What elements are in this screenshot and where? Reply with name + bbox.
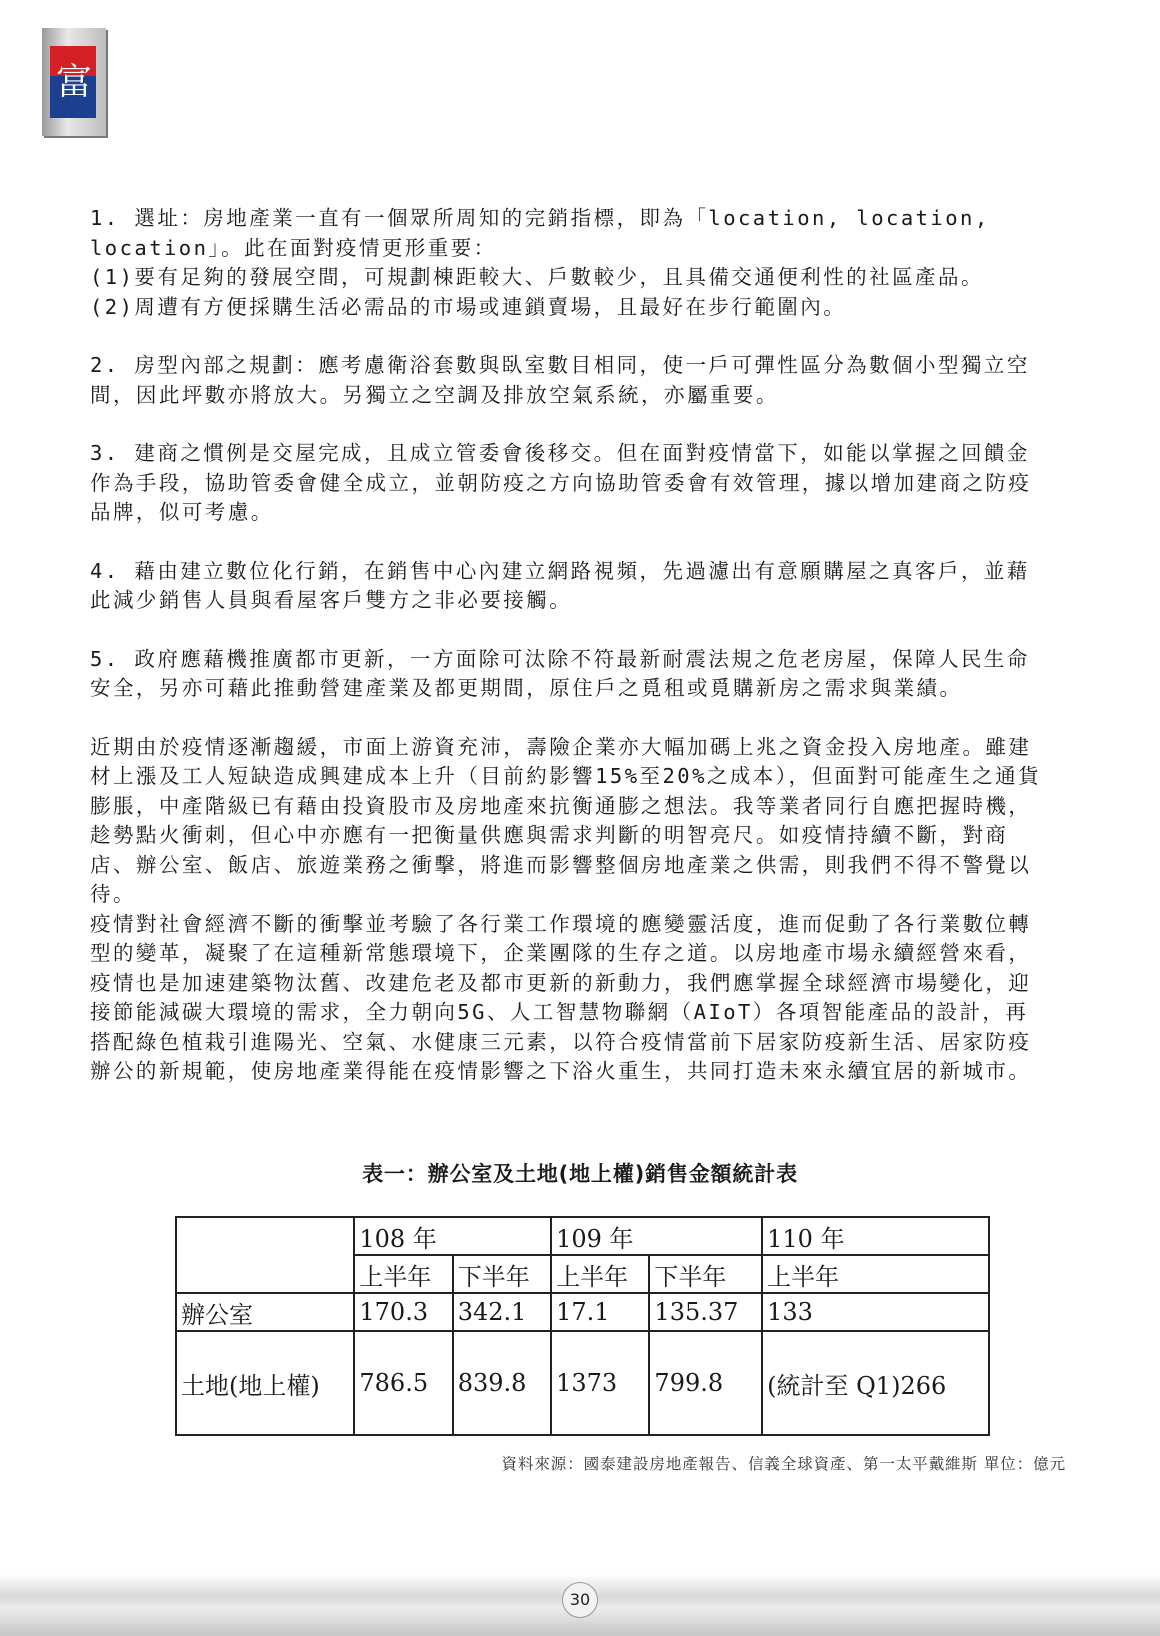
- paragraph-line: 品牌，似可考慮。: [90, 500, 274, 524]
- paragraph-line: 疫情也是加速建築物汰舊、改建危老及都市更新的新動力，我們應掌握全球經濟市場變化，迎: [90, 970, 1032, 995]
- table-half-header: 下半年: [453, 1255, 551, 1293]
- table-half-header: 上半年: [354, 1255, 452, 1293]
- table-row: [176, 1293, 989, 1331]
- table-year-header: 110 年: [762, 1217, 989, 1255]
- table-cell: 839.8: [453, 1331, 551, 1435]
- table-cell: 135.37: [649, 1293, 762, 1331]
- paragraph-line: 辦公的新規範，使房地產業得能在疫情影響之下浴火重生，共同打造未來永續宜居的新城市。: [90, 1059, 1032, 1083]
- paragraph-line: 店、辦公室、飯店、旅遊業務之衝擊，將進而影響整個房地產業之供需，則我們不得不警覺以: [90, 852, 1032, 877]
- paragraph-line: 型的變革，凝聚了在這種新常態環境下，企業團隊的生存之道。以房地產市場永續經營來看，: [90, 941, 1032, 965]
- table-cell: (統計至 Q1)266: [762, 1331, 989, 1435]
- table-row-label: 辦公室: [176, 1293, 354, 1331]
- table-year-header: 108 年: [354, 1217, 551, 1255]
- paragraph-gap: [90, 322, 1078, 351]
- table-cell: 1373: [551, 1331, 649, 1435]
- paragraph-line: 1. 選址：房地產業一直有一個眾所周知的完銷指標，即為「location, location,: [90, 206, 990, 230]
- paragraph-line: (1)要有足夠的發展空間，可規劃棟距較大、戶數較少，且具備交通便利性的社區產品。: [90, 265, 984, 289]
- paragraph-line: 間，因此坪數亦將放大。另獨立之空調及排放空氣系統，亦屬重要。: [90, 382, 779, 407]
- paragraph-line: 接節能減碳大環境的需求，全力朝向5G、人工智慧物聯網（AIoT）各項智能產品的設計，再: [90, 1000, 1029, 1024]
- paragraph-line: 材上漲及工人短缺造成興建成本上升（目前約影響15%至20%之成本），但面對可能產生之通貨: [90, 764, 1042, 788]
- paragraph-line: 待。: [90, 882, 136, 906]
- company-logo: [42, 28, 106, 136]
- paragraph-gap: [90, 528, 1078, 557]
- table-row-label: 土地(地上權): [176, 1331, 354, 1435]
- page-number: 30: [562, 1582, 598, 1618]
- paragraph-gap: [90, 616, 1078, 645]
- paragraph-line: 作為手段，協助管委會健全成立，並朝防疫之方向協助管委會有效管理，據以增加建商之防疫: [90, 470, 1032, 495]
- paragraph-line: 2. 房型內部之規劃：應考慮衛浴套數與臥室數目相同，使一戶可彈性區分為數個小型獨立空: [90, 353, 1030, 377]
- table-half-header: 上半年: [762, 1255, 989, 1293]
- paragraph-line: 4. 藉由建立數位化行銷，在銷售中心內建立網路視頻，先過濾出有意願購屋之真客戶，並藉: [90, 558, 1030, 583]
- table-cell: 342.1: [453, 1293, 551, 1331]
- table-cell: 170.3: [354, 1293, 452, 1331]
- paragraph-line: location」。此在面對疫情更形重要：: [90, 235, 497, 260]
- table-cell: 786.5: [354, 1331, 452, 1435]
- table-year-header: 109 年: [551, 1217, 762, 1255]
- sales-table: [175, 1216, 990, 1436]
- paragraph-line: 膨脹，中產階級已有藉由投資股市及房地產來抗衡通膨之想法。我等業者同行自應把握時機，: [90, 793, 1032, 818]
- logo-glyph: 富: [56, 62, 93, 103]
- paragraph-line: 3. 建商之慣例是交屋完成，且成立管委會後移交。但在面對疫情當下，如能以掌握之回饋金: [90, 441, 1030, 465]
- logo-emblem: [50, 46, 96, 118]
- paragraph-line: 搭配綠色植栽引進陽光、空氣、水健康三元素，以符合疫情當前下居家防疫新生活、居家防疫: [90, 1029, 1032, 1054]
- table-cell: 133: [762, 1293, 989, 1331]
- table-cell: 17.1: [551, 1293, 649, 1331]
- table-corner-cell: [176, 1217, 354, 1293]
- paragraph-line: 近期由於疫情逐漸趨緩，市面上游資充沛，壽險企業亦大幅加碼上兆之資金投入房地產。雖建: [90, 734, 1032, 759]
- table-cell: 799.8: [649, 1331, 762, 1435]
- table-half-header: 下半年: [649, 1255, 762, 1293]
- paragraph-line: (2)周遭有方便採購生活必需品的市場或連鎖賣場，且最好在步行範圍內。: [90, 294, 847, 319]
- paragraph-line: 此減少銷售人員與看屋客戶雙方之非必要接觸。: [90, 588, 573, 612]
- paragraph-line: 安全，另亦可藉此推動營建產業及都更期間，原住戶之覓租或覓購新房之需求與業績。: [90, 676, 963, 700]
- table-header-row: [176, 1217, 989, 1255]
- paragraph-line: 趁勢點火衝刺，但心中亦應有一把衡量供應與需求判斷的明智亮尺。如疫情持續不斷，對商: [90, 823, 1009, 847]
- table-source-note: 資料來源：國泰建設房地產報告、信義全球資產、第一太平戴維斯 單位：億元: [501, 1455, 1066, 1473]
- table-half-header: 上半年: [551, 1255, 649, 1293]
- paragraph-line: 疫情對社會經濟不斷的衝擊並考驗了各行業工作環境的應變靈活度，進而促動了各行業數位轉: [90, 911, 1032, 936]
- table-row: [176, 1331, 989, 1435]
- paragraph-gap: [90, 410, 1078, 439]
- table-title: 表一：辦公室及土地(地上權)銷售金額統計表: [362, 1162, 798, 1186]
- paragraph-line: 5. 政府應藉機推廣都市更新，一方面除可汰除不符最新耐震法規之危老房屋，保障人民生命: [90, 646, 1030, 671]
- paragraph-gap: [90, 704, 1078, 733]
- article-body: [90, 204, 1078, 1087]
